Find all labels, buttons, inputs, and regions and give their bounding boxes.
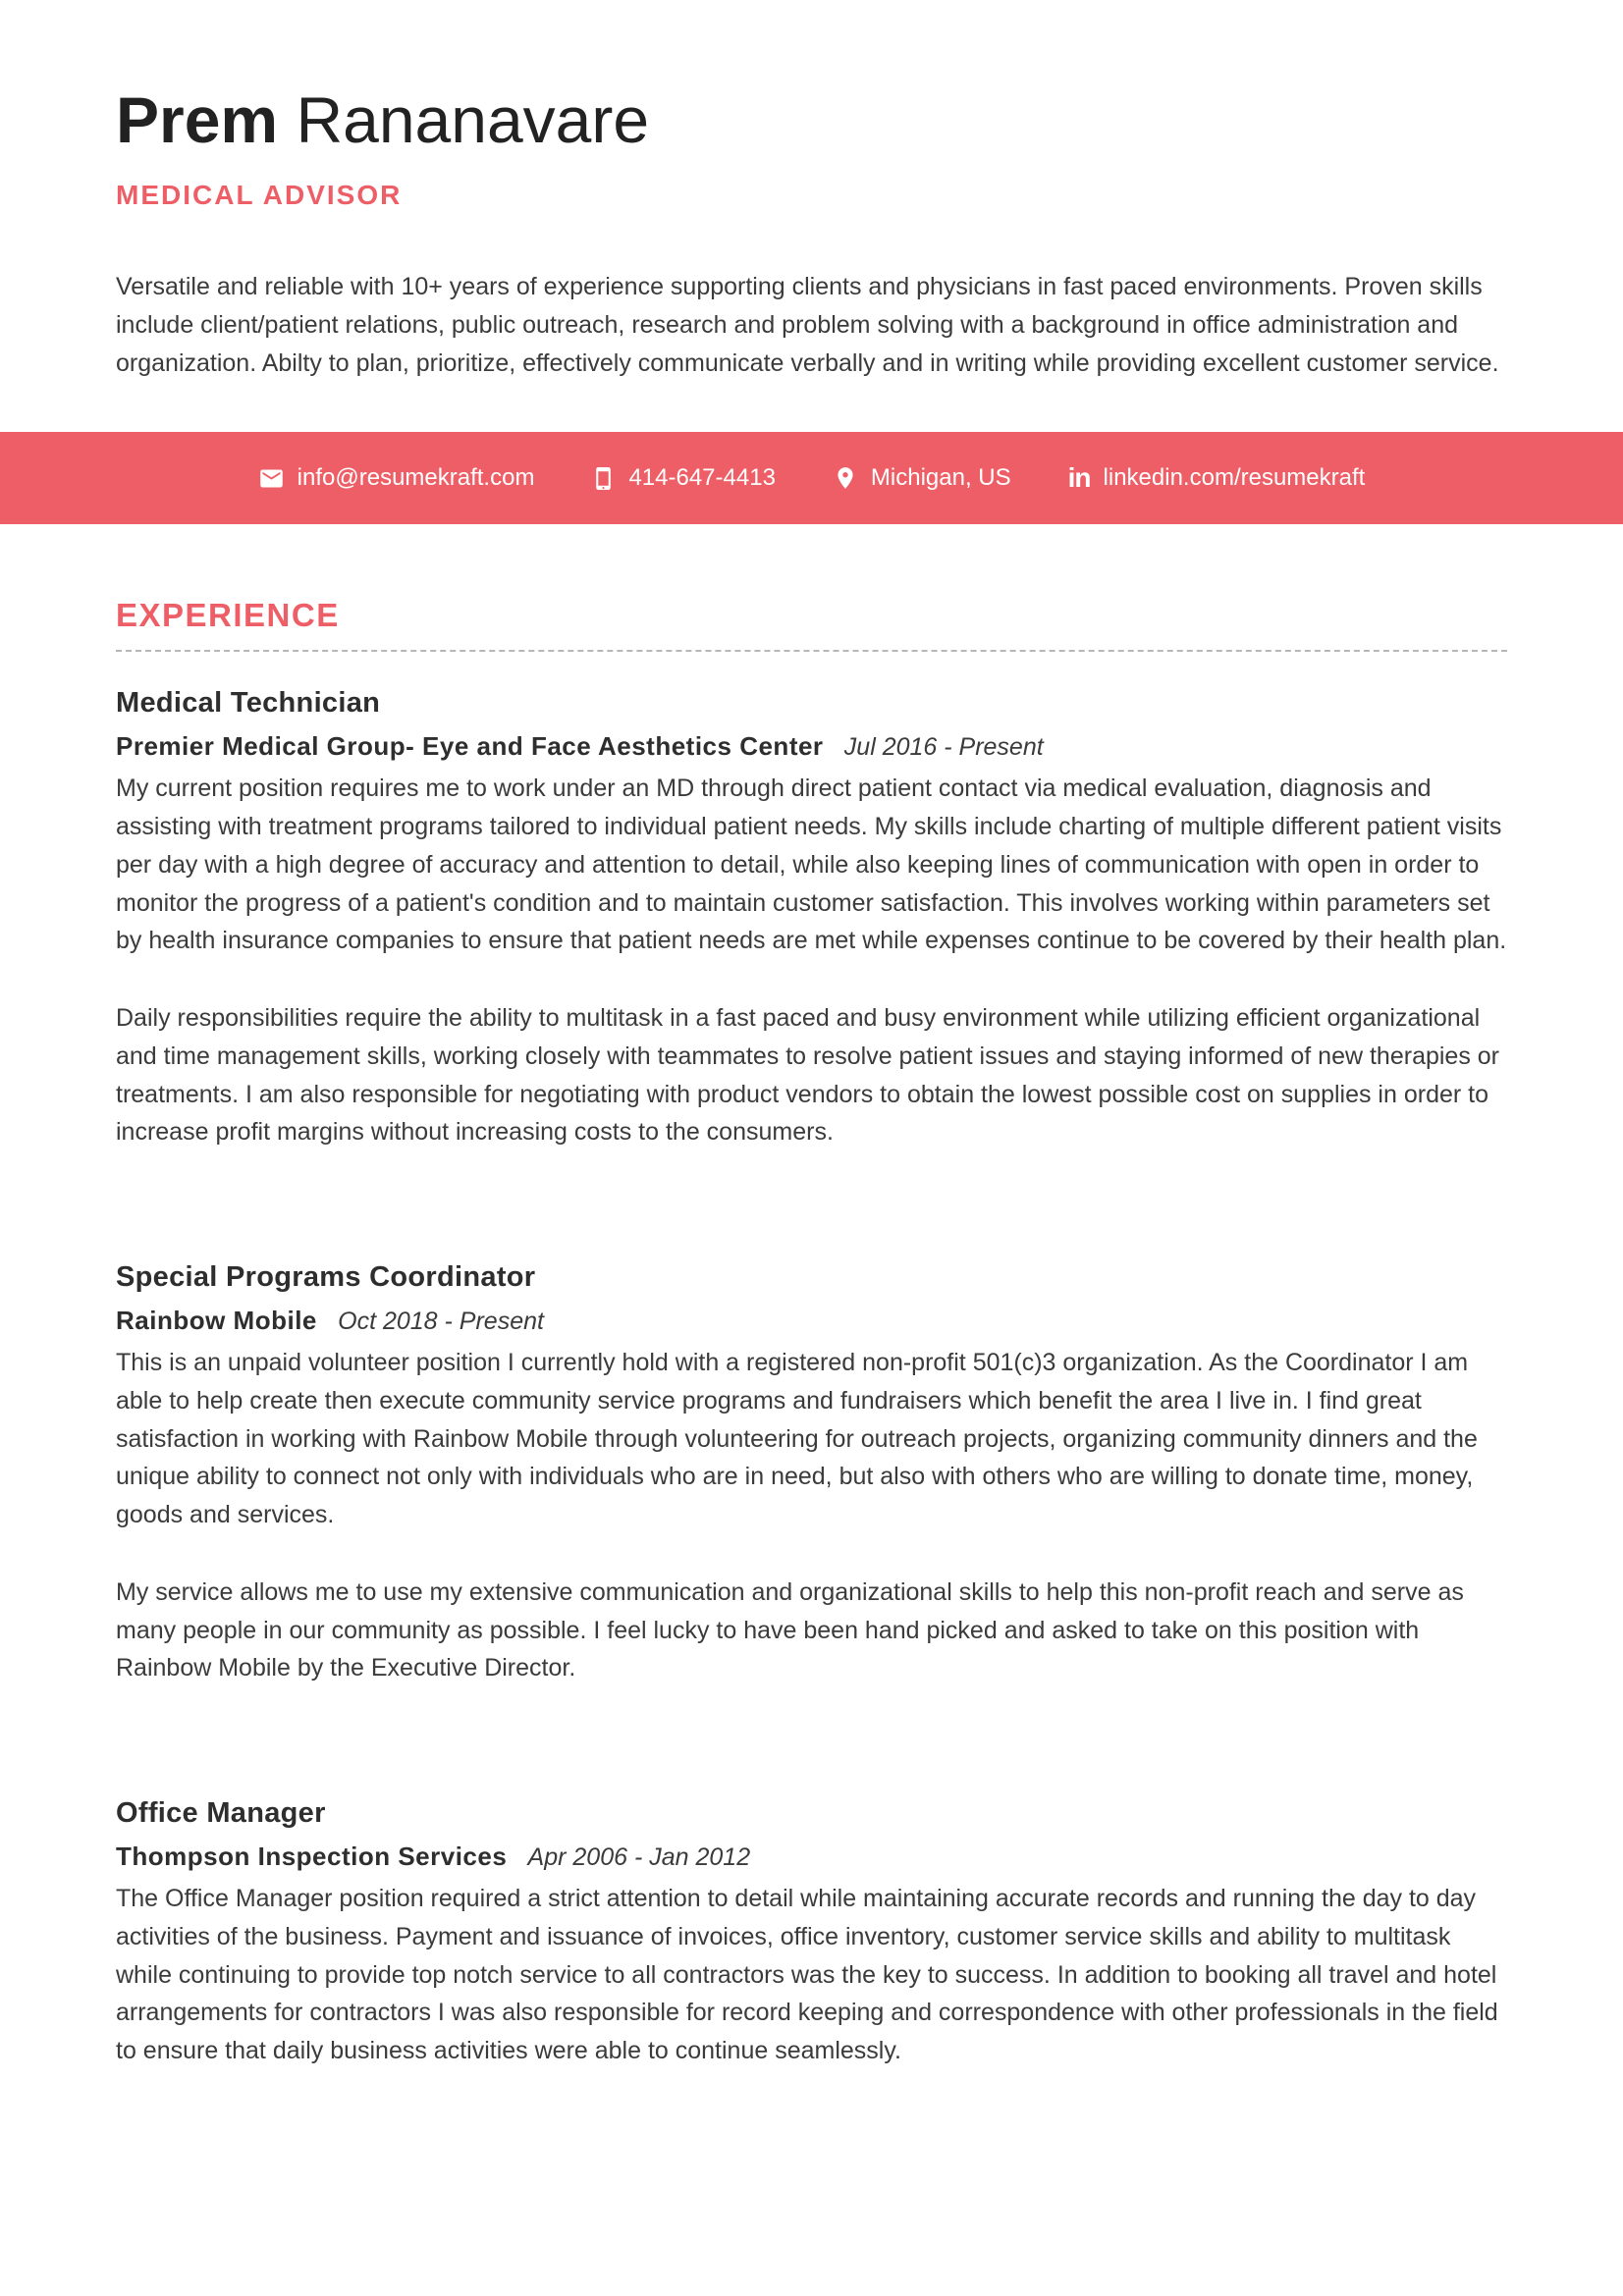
- contact-linkedin-label: linkedin.com/resumekraft: [1103, 464, 1366, 492]
- job-meta: [116, 731, 1507, 762]
- job-title: Special Programs Coordinator: [116, 1261, 536, 1294]
- contact-item-location: [833, 464, 1011, 492]
- job-meta: [116, 1842, 1507, 1872]
- company-name: Thompson Inspection Services: [116, 1842, 508, 1872]
- contact-location-label: Michigan, US: [870, 464, 1011, 492]
- phone-icon: [591, 466, 616, 491]
- company-name: Rainbow Mobile: [116, 1306, 317, 1336]
- job-title: Medical Technician: [116, 687, 381, 720]
- job-dates: Jul 2016 - Present: [843, 733, 1044, 762]
- resume-header: [0, 0, 1623, 383]
- contact-bar: [0, 432, 1623, 524]
- contact-item-phone[interactable]: [591, 464, 775, 492]
- candidate-name: [116, 0, 1507, 156]
- job-entry: [116, 687, 1507, 1151]
- first-name: Prem: [116, 83, 279, 156]
- location-pin-icon: [833, 465, 858, 491]
- email-icon: [258, 465, 285, 492]
- job-dates: Oct 2018 - Present: [338, 1308, 544, 1336]
- experience-section: [0, 597, 1623, 2070]
- contact-phone-label: 414-647-4413: [628, 464, 776, 492]
- linkedin-icon: in: [1067, 462, 1091, 494]
- job-meta: [116, 1306, 1507, 1336]
- contact-item-linkedin[interactable]: [1068, 462, 1366, 494]
- job-description-paragraph: The Office Manager position required a strict attention to detail while maintaining accurate records and running the day to day activities of the business. Payment and issuance of invoices, office inventory, customer service skills and ability to multitask while continuing to provide top notch service to all contractors was the key to success. In addition to booking all travel and hotel arrangements for contractors I was also responsible for record keeping and correspondence with other professionals in the field to ensure that daily business activities were able to continue seamlessly.: [116, 1885, 1498, 2065]
- job-title: Office Manager: [116, 1797, 326, 1830]
- job-entry: [116, 1797, 1507, 2070]
- job-dates: Apr 2006 - Jan 2012: [527, 1843, 751, 1872]
- contact-item-email[interactable]: [258, 464, 535, 492]
- job-entry: [116, 1261, 1507, 1687]
- experience-section-title: EXPERIENCE: [116, 597, 1507, 652]
- job-description-paragraph: My service allows me to use my extensive communication and organizational skills to help this non-profit reach and serve as many people in our community as possible. I feel lucky to have been hand picked and asked to take on this position with Rainbow Mobile by the Executive Director.: [116, 1577, 1464, 1682]
- last-name: Rananavare: [296, 83, 650, 156]
- job-description-paragraph: My current position requires me to work under an MD through direct patient contact via medical evaluation, diagnosis and assisting with treatment programs tailored to individual patient needs. My skills include charting of multiple different patient visits per day with a high degree of accuracy and attention to detail, while also keeping lines of communication with open in order to monitor the progress of a patient's condition and to maintain customer satisfaction. This involves working within parameters set by health insurance companies to ensure that patient needs are met while expenses continue to be covered by their health plan.: [116, 774, 1507, 955]
- summary-text: Versatile and reliable with 10+ years of experience supporting clients and physicians in fast paced environments. Proven skills include client/patient relations, public outreach, research and problem solving with a background in office administration and organization. Abilty to plan, prioritize, effectively communicate verbally and in writing while providing excellent customer service.: [116, 272, 1499, 378]
- company-name: Premier Medical Group- Eye and Face Aesthetics Center: [116, 731, 824, 762]
- role-title: MEDICAL ADVISOR: [116, 179, 403, 210]
- contact-email-label: info@resumekraft.com: [297, 464, 535, 492]
- job-description-paragraph: This is an unpaid volunteer position I currently hold with a registered non-profit 501(c)3 organization. As the Coordinator I am able to help create then execute community service programs and fundraisers which benefit the area I live in. I find great satisfaction in working with Rainbow Mobile through volunteering for outreach projects, organizing community dinners and the unique ability to connect not only with individuals who are in need, but also with others who are willing to donate time, money, goods and services.: [116, 1349, 1478, 1529]
- job-description-paragraph: Daily responsibilities require the ability to multitask in a fast paced and busy environment while utilizing efficient organizational and time management skills, working closely with teammates to resolve patient issues and staying informed of new therapies or treatments. I am also responsible for negotiating with product vendors to obtain the lowest possible cost on supplies in order to increase profit margins without increasing costs to the consumers.: [116, 1004, 1500, 1147]
